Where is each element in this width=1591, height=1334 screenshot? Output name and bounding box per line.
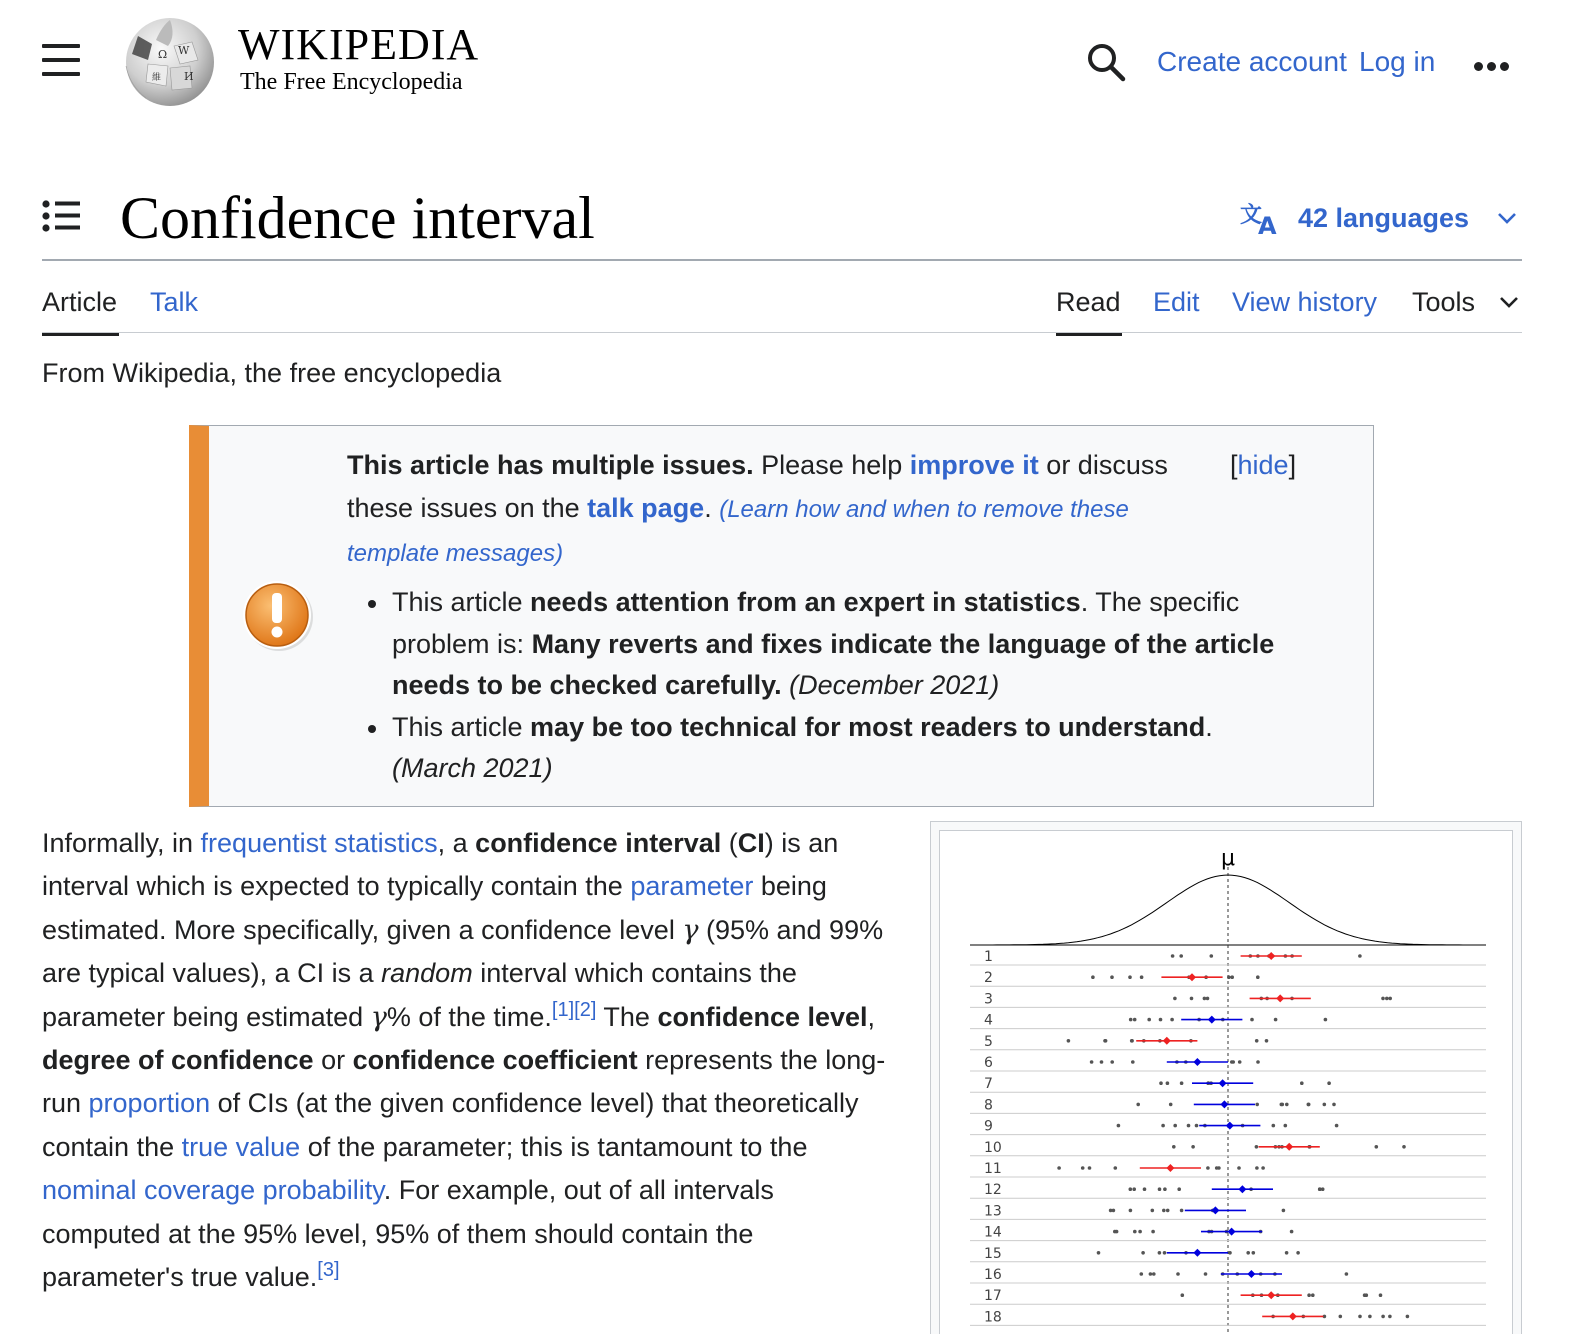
- reference-link[interactable]: [3]: [317, 1259, 340, 1282]
- frequentist-statistics-link[interactable]: frequentist statistics: [200, 828, 438, 858]
- sample-point: [1181, 1293, 1185, 1297]
- globe-glyph: Ω: [158, 48, 168, 61]
- ci-mean-marker: [1247, 1270, 1255, 1278]
- issues-text: Please help: [753, 450, 910, 480]
- sample-point: [1138, 1230, 1142, 1234]
- tab-edit[interactable]: Edit: [1153, 287, 1200, 317]
- row-label: 7: [984, 1076, 993, 1093]
- text: Informally, in: [42, 828, 201, 858]
- issues-heading: This article has multiple issues.: [347, 450, 754, 480]
- figure-thumbnail[interactable]: [930, 821, 1522, 1334]
- confidence-interval-diagram: [940, 831, 1512, 1334]
- sample-point: [1190, 997, 1194, 1001]
- issue-date: (December 2021): [789, 670, 1000, 700]
- reference-link[interactable]: [1]: [551, 998, 575, 1021]
- sample-point: [1129, 1209, 1133, 1213]
- sample-point: [1088, 1166, 1092, 1170]
- row-label: 5: [984, 1033, 993, 1050]
- sample-point: [1158, 1187, 1162, 1191]
- wordmark-tagline: The Free Encyclopedia: [240, 69, 463, 95]
- sample-point: [1067, 1039, 1071, 1043]
- sample-point: [1114, 1166, 1118, 1170]
- issue-bold: Many reverts and fixes indicate the language of the article needs to be checked carefully.: [392, 628, 1275, 700]
- sample-point: [1255, 1166, 1259, 1170]
- sample-point: [1210, 954, 1214, 958]
- sample-point: [1203, 997, 1207, 1001]
- sample-point: [1345, 1272, 1349, 1276]
- wordmark-title: WIKIPEDIA: [238, 20, 480, 69]
- row-label: 17: [984, 1288, 1002, 1305]
- tab-talk[interactable]: Talk: [150, 287, 199, 317]
- sample-point: [1129, 1187, 1133, 1191]
- ci-mean-marker: [1193, 1249, 1201, 1257]
- sample-point: [1274, 1018, 1278, 1022]
- sample-point: [1311, 1293, 1315, 1297]
- text: . For example, out of all intervals computed at the 95% level, 95% of them should contain the parameter's true value.: [42, 1175, 774, 1293]
- create-account-link[interactable]: Create account: [1157, 46, 1347, 77]
- search-icon[interactable]: [1086, 42, 1126, 82]
- sample-point: [1250, 1018, 1254, 1022]
- sample-point: [1170, 1018, 1174, 1022]
- sample-point: [1180, 1081, 1184, 1085]
- reference-link[interactable]: [2]: [574, 998, 597, 1021]
- sample-point: [1140, 1272, 1144, 1276]
- row-label: 6: [984, 1055, 993, 1071]
- sample-point: [1327, 1081, 1331, 1085]
- issue-text: . The specific problem is:: [392, 587, 1240, 659]
- parameter-link[interactable]: parameter: [630, 871, 754, 902]
- row-label: 8: [984, 1097, 993, 1114]
- table-of-contents-icon[interactable]: [42, 198, 82, 234]
- sample-point: [1358, 954, 1362, 958]
- ci-mean-marker: [1188, 973, 1196, 981]
- proportion-link[interactable]: proportion: [88, 1088, 211, 1119]
- sample-point: [1091, 975, 1095, 979]
- sample-point: [1285, 1251, 1289, 1255]
- sample-point: [1128, 975, 1132, 979]
- issue-bold: needs attention from an expert in statistics: [530, 587, 1081, 617]
- sample-point: [1388, 1315, 1392, 1319]
- ci-mean-marker: [1289, 1312, 1297, 1320]
- gamma-symbol: γ: [370, 1001, 387, 1033]
- issue-list: [392, 582, 1332, 790]
- sample-point: [1171, 954, 1175, 958]
- issues-message: [347, 444, 1227, 575]
- ci-mean-marker: [1238, 1185, 1246, 1193]
- tab-article[interactable]: Article: [42, 284, 119, 336]
- tab-read[interactable]: Read: [1056, 284, 1122, 336]
- sample-point: [1237, 1166, 1241, 1170]
- sample-point: [1163, 1187, 1167, 1191]
- sample-point: [1381, 1315, 1385, 1319]
- sample-point: [1402, 1145, 1406, 1149]
- sample-point: [1159, 1081, 1163, 1085]
- row-label: 9: [984, 1118, 993, 1135]
- sample-point: [1151, 1230, 1155, 1234]
- sample-point: [1166, 1209, 1170, 1213]
- sample-point: [1307, 1293, 1311, 1297]
- sample-point: [1290, 1230, 1294, 1234]
- sample-point: [1255, 1145, 1259, 1149]
- sample-point: [1149, 1272, 1153, 1276]
- svg-text:文: 文: [1240, 203, 1263, 228]
- sample-point: [1172, 1145, 1176, 1149]
- sample-point: [1162, 1209, 1166, 1213]
- sample-point: [1115, 1230, 1119, 1234]
- text: or: [313, 1045, 353, 1076]
- sample-point: [1130, 1039, 1134, 1043]
- sample-point: [1230, 1060, 1234, 1064]
- text: being estimated. More specifically, given a confidence level: [42, 871, 827, 945]
- site-tagline: From Wikipedia, the free encyclopedia: [42, 358, 502, 388]
- sample-point: [1143, 1187, 1147, 1191]
- globe-glyph: И: [184, 70, 194, 83]
- improve-link[interactable]: improve it: [909, 450, 1039, 480]
- sample-point: [1151, 1209, 1155, 1213]
- hide-toggle[interactable]: [hide]: [1230, 450, 1297, 480]
- bold-term: confidence level: [657, 1001, 868, 1032]
- sample-point: [1180, 1209, 1184, 1213]
- sample-point: [1238, 1060, 1242, 1064]
- sample-point: [1159, 1018, 1163, 1022]
- sample-point: [1296, 1251, 1300, 1255]
- row-label: 15: [984, 1245, 1002, 1262]
- sample-point: [1282, 1209, 1286, 1213]
- sample-point: [1406, 1315, 1410, 1319]
- row-label: 12: [984, 1182, 1002, 1199]
- chevron-down-icon: [1499, 295, 1519, 309]
- sample-point: [1381, 997, 1385, 1001]
- sample-point: [1090, 1060, 1094, 1064]
- row-label: 1: [984, 949, 993, 965]
- sample-point: [1166, 1081, 1170, 1085]
- row-label: 3: [984, 991, 993, 1008]
- text: of CIs (at the given confidence level) that theoretically contain the: [42, 1088, 859, 1162]
- ci-mean-marker: [1267, 952, 1275, 960]
- row-label: 4: [984, 1012, 993, 1029]
- issue-text: .: [1205, 711, 1213, 742]
- tools-label: Tools: [1412, 287, 1476, 317]
- issue-bold: may be too technical for most readers to understand: [530, 711, 1206, 742]
- ci-mean-marker: [1276, 994, 1284, 1002]
- languages-label: 42 languages: [1298, 202, 1470, 233]
- wikipedia-globe-icon[interactable]: [118, 16, 218, 108]
- sample-point: [1256, 975, 1260, 979]
- sample-point: [1141, 1251, 1145, 1255]
- issue-item: [392, 582, 1332, 707]
- sample-point: [1147, 1018, 1151, 1022]
- issues-text: or discuss these issues on the: [347, 450, 1168, 523]
- text: % of the time.: [386, 1001, 552, 1032]
- sample-point: [1228, 1251, 1232, 1255]
- row-label: 10: [984, 1139, 1002, 1156]
- more-options-icon[interactable]: [1474, 58, 1516, 68]
- sample-point: [1132, 1187, 1136, 1191]
- sample-point: [1379, 1293, 1383, 1297]
- wordmark[interactable]: [238, 22, 479, 96]
- sample-point: [1081, 1166, 1085, 1170]
- ci-mean-marker: [1219, 1079, 1227, 1087]
- issue-date: (March 2021): [392, 753, 553, 783]
- row-label: 13: [984, 1203, 1002, 1220]
- sample-point: [1110, 1060, 1114, 1064]
- sample-point: [1265, 1039, 1269, 1043]
- sample-point: [1255, 1103, 1259, 1107]
- dot: [1487, 62, 1496, 71]
- svg-text:A: A: [1258, 212, 1277, 236]
- sample-point: [1097, 1251, 1101, 1255]
- text: (: [721, 828, 738, 858]
- bold-term: degree of confidence: [42, 1045, 314, 1076]
- row-label: 11: [984, 1161, 1002, 1177]
- globe-glyph: W: [178, 44, 190, 57]
- warning-icon: [241, 579, 315, 653]
- sample-point: [1206, 997, 1210, 1001]
- sample-point: [1358, 1315, 1362, 1319]
- ci-mean-marker: [1208, 1016, 1216, 1024]
- sample-point: [1204, 1272, 1208, 1276]
- tab-view-history[interactable]: View history: [1232, 287, 1378, 317]
- sample-point: [1246, 1251, 1250, 1255]
- hide-link[interactable]: hide: [1237, 450, 1289, 480]
- ci-mean-marker: [1285, 1143, 1293, 1151]
- italic-term: random: [381, 958, 473, 989]
- row-label: 14: [984, 1224, 1002, 1241]
- sample-point: [1335, 1124, 1339, 1128]
- page-title: Confidence interval: [120, 185, 595, 251]
- issue-text: This article: [392, 711, 531, 742]
- menu-bar: [42, 72, 80, 76]
- mu-label: μ: [1221, 846, 1235, 871]
- sample-point: [1321, 1187, 1325, 1191]
- sample-point: [1187, 1124, 1191, 1128]
- sample-point: [1173, 997, 1177, 1001]
- sample-point: [1388, 997, 1392, 1001]
- issue-text: This article: [392, 587, 531, 617]
- nominal-coverage-link[interactable]: nominal coverage probability: [42, 1175, 384, 1206]
- sample-point: [1332, 1103, 1336, 1107]
- issues-text: .: [704, 493, 720, 523]
- text: of the parameter; this is tantamount to the: [300, 1131, 808, 1162]
- sample-point: [1195, 1124, 1199, 1128]
- figure-image: [939, 830, 1513, 1334]
- main-menu-button[interactable]: [42, 44, 80, 78]
- bold-term: CI: [737, 828, 765, 858]
- sample-point: [1177, 1187, 1181, 1191]
- sample-point: [1285, 1103, 1289, 1107]
- bold-term: confidence interval: [475, 828, 722, 858]
- sample-point: [1215, 1166, 1219, 1170]
- sample-point: [1255, 1039, 1259, 1043]
- sample-point: [1272, 1124, 1276, 1128]
- sample-point: [1256, 1060, 1260, 1064]
- dot: [1474, 62, 1483, 71]
- true-value-link[interactable]: true value: [181, 1131, 301, 1162]
- sample-point: [1110, 975, 1114, 979]
- title-divider: [42, 259, 1522, 261]
- sample-point: [1169, 1103, 1173, 1107]
- tools-menu[interactable]: [1412, 284, 1519, 320]
- text: (95% and 99% are typical values), a CI is a: [42, 914, 884, 989]
- sample-point: [1252, 1251, 1256, 1255]
- sample-point: [1365, 1293, 1369, 1297]
- learn-remove-link[interactable]: (Learn how and when to remove these template messages): [347, 496, 1129, 567]
- bold-term: confidence coefficient: [352, 1045, 638, 1076]
- sample-point: [1281, 1103, 1285, 1107]
- globe-glyph: 維: [152, 73, 162, 83]
- text: represents the long-run: [42, 1045, 886, 1119]
- sample-point: [1176, 1272, 1180, 1276]
- sample-point: [1158, 1251, 1162, 1255]
- text: , a: [437, 828, 476, 858]
- text: ) is an interval which is expected to typically contain the: [42, 828, 839, 902]
- ci-mean-marker: [1220, 1100, 1228, 1108]
- row-label: 16: [984, 1267, 1002, 1283]
- menu-bar: [42, 58, 80, 62]
- sample-point: [1261, 1166, 1265, 1170]
- lead-paragraph: [42, 822, 892, 1299]
- sample-point: [1307, 1103, 1311, 1107]
- sample-point: [1179, 954, 1183, 958]
- ci-mean-marker: [1166, 1164, 1174, 1172]
- sample-point: [1133, 1018, 1137, 1022]
- dot: [1500, 62, 1509, 71]
- log-in-link[interactable]: Log in: [1359, 46, 1436, 77]
- sample-point: [1230, 975, 1234, 979]
- sample-point: [1300, 1081, 1304, 1085]
- talk-page-link[interactable]: talk page: [587, 493, 705, 523]
- sample-point: [1103, 1039, 1107, 1043]
- translate-icon: [1240, 200, 1282, 236]
- ci-mean-marker: [1163, 1037, 1171, 1045]
- ci-mean-marker: [1211, 1206, 1219, 1214]
- tabs-divider: [42, 332, 1522, 333]
- row-label: 18: [984, 1309, 1002, 1326]
- issue-item: [392, 707, 1332, 790]
- sample-point: [1133, 1230, 1137, 1234]
- sample-point: [1161, 1124, 1165, 1128]
- sample-point: [1140, 975, 1144, 979]
- ci-mean-marker: [1267, 1291, 1275, 1299]
- sample-point: [1206, 1166, 1210, 1170]
- gamma-symbol: γ: [682, 914, 699, 946]
- sample-point: [1368, 1315, 1372, 1319]
- sample-point: [1323, 1103, 1327, 1107]
- sample-point: [1227, 975, 1231, 979]
- text: The: [596, 1001, 658, 1032]
- sample-point: [1131, 1060, 1135, 1064]
- menu-bar: [42, 44, 80, 48]
- ci-mean-marker: [1226, 1122, 1234, 1130]
- sample-point: [1173, 1124, 1177, 1128]
- sample-point: [1375, 1145, 1379, 1149]
- ci-mean-marker: [1228, 1228, 1236, 1236]
- languages-button[interactable]: [1240, 198, 1517, 238]
- sample-point: [1112, 1209, 1116, 1213]
- row-label: 2: [984, 970, 993, 987]
- sample-point: [1117, 1124, 1121, 1128]
- sample-point: [1129, 1018, 1133, 1022]
- chevron-down-icon: [1497, 211, 1517, 225]
- sample-point: [1284, 1124, 1288, 1128]
- sample-point: [1057, 1166, 1061, 1170]
- sample-point: [1163, 1251, 1167, 1255]
- text: interval which contains the parameter being estimated: [42, 958, 797, 1032]
- sample-point: [1324, 1018, 1328, 1022]
- sample-point: [1136, 1103, 1140, 1107]
- sample-point: [1100, 1060, 1104, 1064]
- ci-mean-marker: [1193, 1058, 1201, 1066]
- sample-point: [1385, 997, 1389, 1001]
- sample-point: [1339, 1315, 1343, 1319]
- sample-point: [1191, 1145, 1195, 1149]
- text: ,: [867, 1001, 876, 1032]
- sample-point: [1152, 1272, 1156, 1276]
